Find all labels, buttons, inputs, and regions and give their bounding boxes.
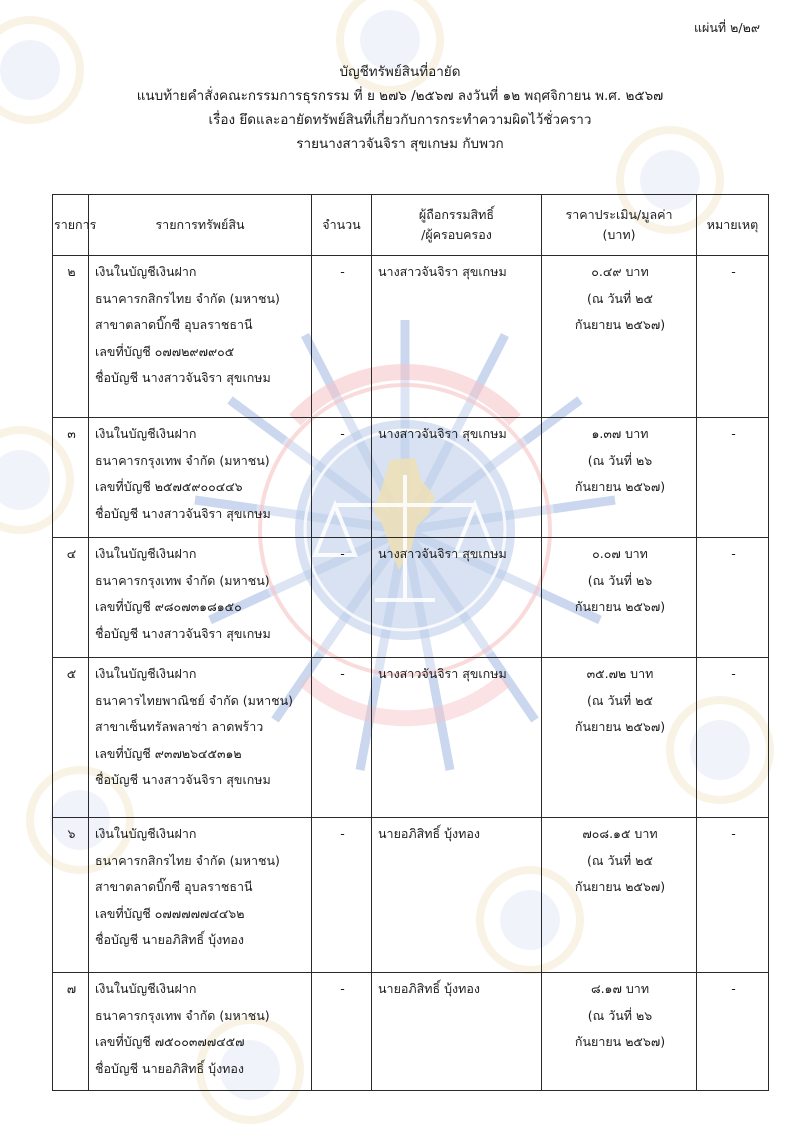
asset-owner: นายอภิสิทธิ์ บุ้งทอง — [372, 818, 542, 973]
column-header-owner: ผู้ถือกรรมสิทธิ์ /ผู้ครอบครอง — [372, 195, 542, 256]
table-row — [53, 256, 769, 418]
asset-description: เงินในบัญชีเงินฝาก ธนาคารกรุงเทพ จำกัด (มหาชน) เลขที่บัญชี ๙๘๐๗๓๑๘๑๕๐ ชื่อบัญชี นางสาวจันจิรา สุขเกษม — [89, 538, 312, 658]
asset-value: ๓๕.๗๒ บาท (ณ วันที่ ๒๕ กันยายน ๒๕๖๗) — [542, 658, 697, 818]
row-number: ๖ — [53, 818, 89, 973]
asset-note: - — [697, 973, 769, 1091]
asset-value: ๐.๐๗ บาท (ณ วันที่ ๒๖ กันยายน ๒๕๖๗) — [542, 538, 697, 658]
row-number: ๒ — [53, 256, 89, 418]
order-reference-line: แนบท้ายคำสั่งคณะกรรมการธุรกรรม ที่ ย ๒๗๖ /๒๕๖๗ ลงวันที่ ๑๒ พฤศจิกายน พ.ศ. ๒๕๖๗ — [136, 88, 664, 104]
column-header-qty: จำนวน — [312, 195, 372, 256]
row-number: ๗ — [53, 973, 89, 1091]
asset-note: - — [697, 538, 769, 658]
asset-description: เงินในบัญชีเงินฝาก ธนาคารกรุงเทพ จำกัด (มหาชน) เลขที่บัญชี ๒๕๗๕๙๐๐๔๔๖ ชื่อบัญชี นางสาวจันจิรา สุขเกษม — [89, 418, 312, 538]
table-header-row — [53, 195, 769, 256]
asset-value: ๗๐๘.๑๕ บาท (ณ วันที่ ๒๕ กันยายน ๒๕๖๗) — [542, 818, 697, 973]
asset-owner: นางสาวจันจิรา สุขเกษม — [372, 418, 542, 538]
column-header-note: หมายเหตุ — [697, 195, 769, 256]
column-header-no: รายการ — [53, 195, 89, 256]
subject-line: เรื่อง ยึดและอายัดทรัพย์สินที่เกี่ยวกับการกระทำความผิดไว้ชั่วคราว — [208, 112, 592, 128]
asset-owner: นางสาวจันจิรา สุขเกษม — [372, 538, 542, 658]
asset-quantity: - — [312, 818, 372, 973]
document-title: บัญชีทรัพย์สินที่อายัด — [339, 64, 461, 80]
document-header — [0, 60, 800, 156]
case-line: รายนางสาวจันจิรา สุขเกษม กับพวก — [296, 136, 504, 152]
asset-note: - — [697, 658, 769, 818]
asset-note: - — [697, 256, 769, 418]
asset-quantity: - — [312, 973, 372, 1091]
column-header-item: รายการทรัพย์สิน — [89, 195, 312, 256]
asset-owner: นายอภิสิทธิ์ บุ้งทอง — [372, 973, 542, 1091]
asset-quantity: - — [312, 256, 372, 418]
table-row — [53, 418, 769, 538]
row-number: ๓ — [53, 418, 89, 538]
asset-value: ๘.๑๗ บาท (ณ วันที่ ๒๖ กันยายน ๒๕๖๗) — [542, 973, 697, 1091]
asset-description: เงินในบัญชีเงินฝาก ธนาคารกสิกรไทย จำกัด (มหาชน) สาขาตลาดบิ๊กซี อุบลราชธานี เลขที่บัญชี ๐๗๗๗๗๗๔๔๖๒ ชื่อบัญชี นายอภิสิทธิ์ บุ้งทอง — [89, 818, 312, 973]
row-number: ๔ — [53, 538, 89, 658]
seized-assets-table — [52, 194, 769, 1091]
asset-description: เงินในบัญชีเงินฝาก ธนาคารกรุงเทพ จำกัด (มหาชน) เลขที่บัญชี ๗๕๐๐๓๗๗๔๕๗ ชื่อบัญชี นายอภิสิทธิ์ บุ้งทอง — [89, 973, 312, 1091]
page-number: แผ่นที่ ๒/๒๙ — [694, 20, 760, 35]
asset-value: ๑.๓๗ บาท (ณ วันที่ ๒๖ กันยายน ๒๕๖๗) — [542, 418, 697, 538]
asset-note: - — [697, 818, 769, 973]
table-row — [53, 818, 769, 973]
asset-quantity: - — [312, 538, 372, 658]
asset-description: เงินในบัญชีเงินฝาก ธนาคารไทยพาณิชย์ จำกัด (มหาชน) สาขาเซ็นทรัลพลาซ่า ลาดพร้าว เลขที่บัญชี ๙๓๗๒๖๔๕๓๑๒ ชื่อบัญชี นางสาวจันจิรา สุขเกษม — [89, 658, 312, 818]
asset-note: - — [697, 418, 769, 538]
table-row — [53, 973, 769, 1091]
asset-owner: นางสาวจันจิรา สุขเกษม — [372, 658, 542, 818]
asset-owner: นางสาวจันจิรา สุขเกษม — [372, 256, 542, 418]
asset-value: ๐.๔๙ บาท (ณ วันที่ ๒๕ กันยายน ๒๕๖๗) — [542, 256, 697, 418]
table-row — [53, 538, 769, 658]
row-number: ๕ — [53, 658, 89, 818]
asset-description: เงินในบัญชีเงินฝาก ธนาคารกสิกรไทย จำกัด (มหาชน) สาขาตลาดบิ๊กซี อุบลราชธานี เลขที่บัญชี ๐๗๗๒๙๗๙๐๕ ชื่อบัญชี นางสาวจันจิรา สุขเกษม — [89, 256, 312, 418]
asset-quantity: - — [312, 658, 372, 818]
table-row — [53, 658, 769, 818]
asset-quantity: - — [312, 418, 372, 538]
column-header-price: ราคาประเมิน/มูลค่า (บาท) — [542, 195, 697, 256]
